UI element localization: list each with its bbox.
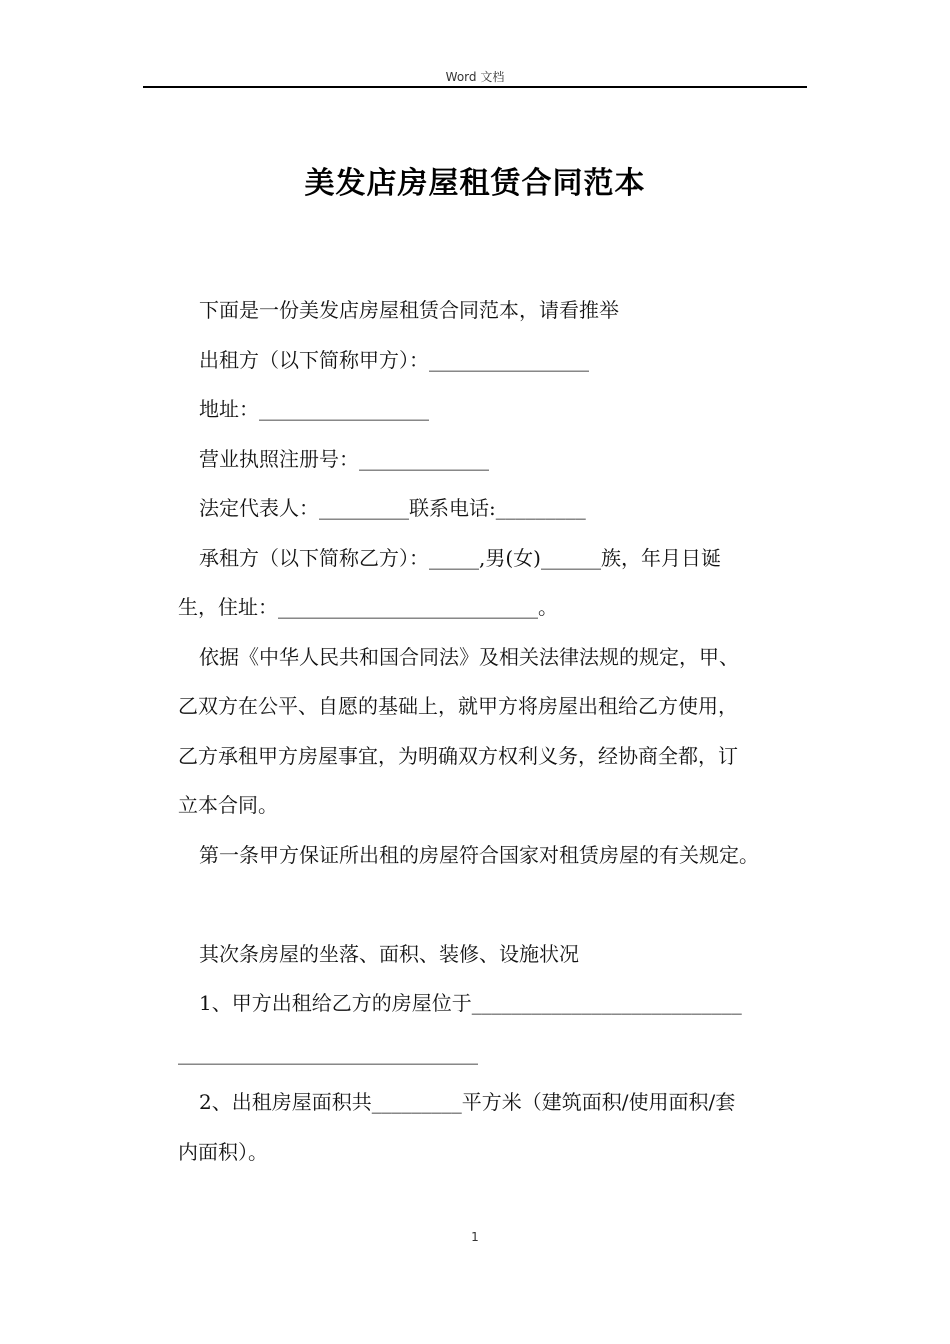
intro-paragraph: 下面是一份美发店房屋租赁合同范本，请看推举 bbox=[199, 298, 619, 322]
article-one: 第一条甲方保证所出租的房屋符合国家对租赁房屋的有关规定。 bbox=[199, 842, 759, 867]
page-number: 1 bbox=[471, 1230, 479, 1244]
basis-paragraph-line-3: 乙方承租甲方房屋事宜，为明确双方权利义务，经协商全都，订 bbox=[178, 743, 738, 768]
header-divider bbox=[143, 86, 807, 88]
lessor-line: 出租方（以下简称甲方）：________________ bbox=[199, 347, 589, 372]
page-header-label: Word 文档 bbox=[445, 70, 505, 84]
address-line: 地址：_________________ bbox=[199, 397, 429, 421]
article-two-heading: 其次条房屋的坐落、面积、装修、设施状况 bbox=[199, 941, 579, 966]
article-two-item-1-continued: ______________________________ bbox=[178, 1040, 478, 1065]
legal-representative-line: 法定代表人：_________联系电话:_________ bbox=[199, 496, 586, 520]
article-two-item-2: 2、出租房屋面积共_________平方米（建筑面积/使用面积/套 bbox=[199, 1090, 736, 1114]
article-two-item-2-continued: 内面积）。 bbox=[178, 1139, 268, 1164]
lessee-line-continued: 生，住址：__________________________。 bbox=[178, 595, 558, 619]
document-title: 美发店房屋租赁合同范本 bbox=[304, 166, 646, 201]
basis-paragraph-line-4: 立本合同。 bbox=[178, 793, 278, 817]
paragraph-spacer bbox=[178, 880, 818, 930]
basis-paragraph-line-1: 依据《中华人民共和国合同法》及相关法律法规的规定，甲、 bbox=[199, 644, 739, 669]
document-body bbox=[178, 286, 818, 1177]
license-number-line: 营业执照注册号：_____________ bbox=[199, 446, 489, 471]
article-two-item-1: 1、甲方出租给乙方的房屋位于___________________________ bbox=[199, 991, 742, 1015]
basis-paragraph-line-2: 乙双方在公平、自愿的基础上，就甲方将房屋出租给乙方使用， bbox=[178, 694, 738, 718]
lessee-line: 承租方（以下简称乙方）：_____,男(女)______族，年月日诞 bbox=[199, 545, 721, 570]
